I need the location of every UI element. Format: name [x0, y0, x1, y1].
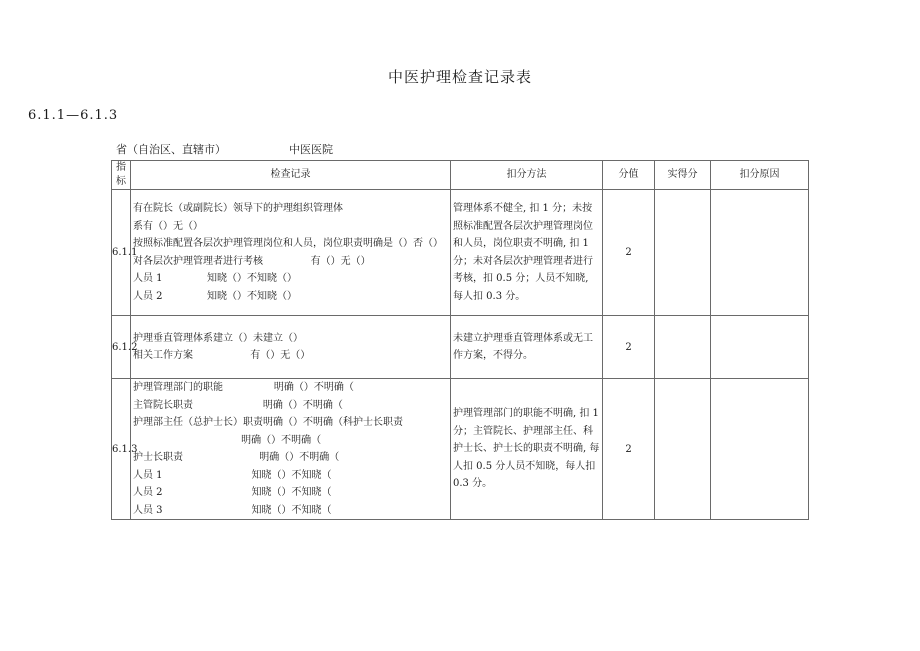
- record-line: 护理垂直管理体系建立（）未建立（）: [133, 332, 303, 344]
- record-line: 人员 1 知晓（）不知晓（: [133, 469, 332, 481]
- indicator-code: 6.1.3: [112, 379, 131, 520]
- record-line: 人员 3 知晓（）不知晓（: [133, 504, 332, 516]
- indicator-code: 6.1.2: [112, 316, 131, 379]
- record-line: 护理管理部门的职能 明确（）不明确（: [133, 382, 354, 393]
- table-row: [112, 316, 809, 379]
- record-line: 主管院长职责 明确（）不明确（: [133, 399, 343, 411]
- section-number: 6.1.1—6.1.3: [28, 108, 119, 123]
- score-value: 2: [603, 190, 655, 316]
- indicator-code: 6.1.1: [112, 190, 131, 316]
- deduction-reason-cell[interactable]: [711, 316, 809, 379]
- record-line: 相关工作方案 有（）无（）: [133, 350, 311, 361]
- actual-score-cell[interactable]: [655, 190, 711, 316]
- record-line: 对各层次护理管理者进行考核 有（）无（）: [133, 255, 371, 267]
- header-indicator: 指标: [112, 161, 131, 190]
- record-cell: [131, 316, 451, 379]
- deduction-reason-cell[interactable]: [711, 379, 809, 520]
- record-line: 护士长职责 明确（）不明确（: [133, 452, 340, 463]
- record-line: 人员 1 知晓（）不知晓（）: [133, 273, 298, 284]
- table-row: [112, 190, 809, 316]
- header-actual: 实得分: [655, 161, 711, 190]
- table-header-row: [112, 161, 809, 190]
- province-label: 省（自治区、直辖市）: [116, 143, 226, 156]
- header-score: 分值: [603, 161, 655, 190]
- inspection-table: [111, 160, 809, 520]
- score-value: 2: [603, 316, 655, 379]
- document-title: 中医护理检查记录表: [387, 68, 532, 86]
- record-cell: [131, 190, 451, 316]
- hospital-label: 中医医院: [289, 143, 333, 156]
- deduction-method: 护理管理部门的职能不明确, 扣 1 分；主管院长、护理部主任、科护士长、护士长的职责不明确, 每人扣 0.5 分人员不知晓，每人扣 0.3 分。: [451, 379, 603, 520]
- record-line: 人员 2 知晓（）不知晓（: [133, 487, 332, 498]
- record-line: 人员 2 知晓（）不知晓（）: [133, 290, 298, 302]
- record-cell: [131, 379, 451, 520]
- deduction-reason-cell[interactable]: [711, 190, 809, 316]
- score-value: 2: [603, 379, 655, 520]
- record-line: 明确（）不明确（: [133, 434, 322, 446]
- record-line: 护理部主任（总护士长）职责明确（）不明确（科护士长职责: [133, 417, 403, 428]
- table-row: [112, 379, 809, 520]
- actual-score-cell[interactable]: [655, 316, 711, 379]
- record-line: 按照标准配置各层次护理管理岗位和人员，岗位职责明确是（）否（）: [133, 238, 443, 249]
- deduction-method: 管理体系不健全, 扣 1 分；未按照标准配置各层次护理管理岗位和人员，岗位职责不明确, 扣 1 分；未对各层次护理管理者进行考核，扣 0.5 分；人员不知晓, 每人扣 0.3 分。: [451, 190, 603, 316]
- record-line: 系有（）无（）: [133, 220, 203, 232]
- header-method: 扣分方法: [451, 161, 603, 190]
- header-record: 检查记录: [131, 161, 451, 190]
- deduction-method: 未建立护理垂直管理体系或无工作方案，不得分。: [451, 316, 603, 379]
- record-line: 有在院长（或副院长）领导下的护理组织管理体: [133, 203, 343, 214]
- actual-score-cell[interactable]: [655, 379, 711, 520]
- header-reason: 扣分原因: [711, 161, 809, 190]
